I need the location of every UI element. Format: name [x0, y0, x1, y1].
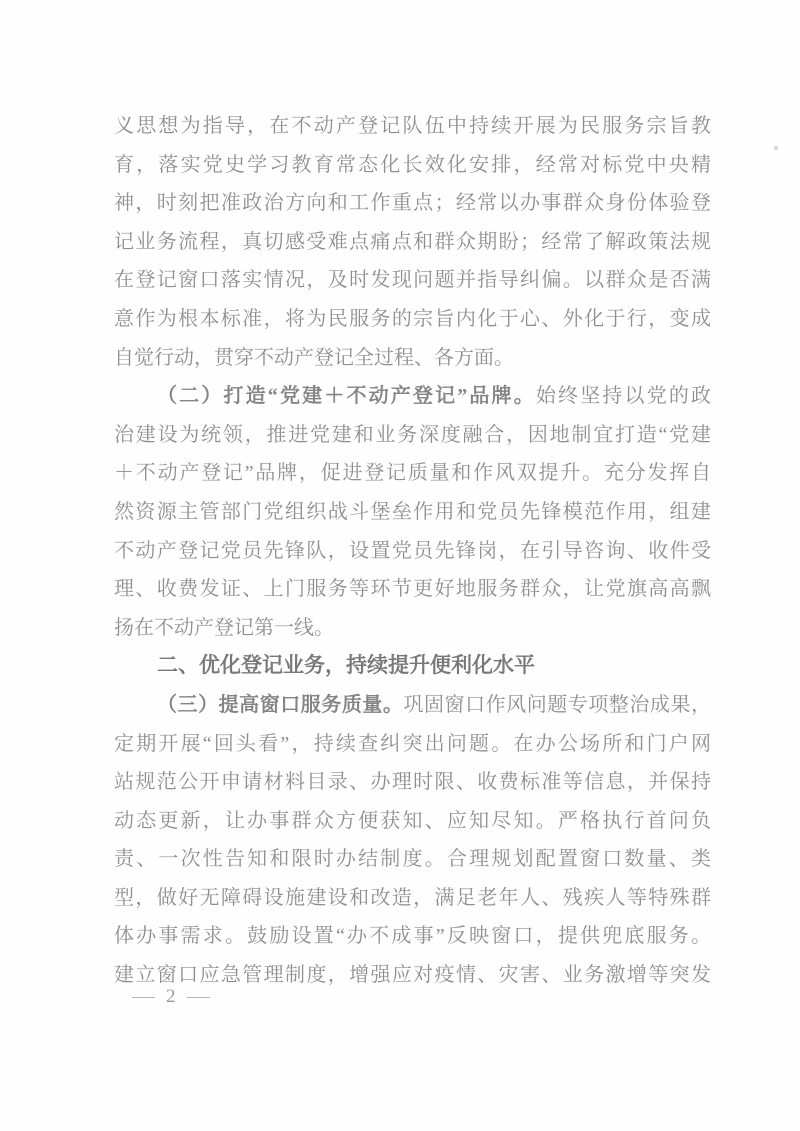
text-segment: 二、优化登记业务，持续提升便利化水平 [157, 654, 535, 678]
paragraph-lead: （二）打造“党建＋不动产登记”品牌。 [157, 385, 536, 408]
document-body [114, 107, 711, 995]
section-heading [114, 647, 711, 686]
text-segment: 治建设为统领，推进党建和业务深度融合，因地制宜打造“党建 [114, 423, 711, 446]
text-line [114, 493, 711, 532]
text-segment: 责、一次性告知和限时办结制度。合理规划配置窗口数量、类 [114, 848, 711, 871]
text-line [114, 107, 711, 146]
text-segment: 扬在不动产登记第一线。 [114, 616, 334, 639]
page-number-dash-left: — [132, 986, 155, 1007]
paragraph-lead: （三）提高窗口服务质量。 [157, 693, 404, 716]
text-line [114, 686, 711, 725]
text-segment: 义思想为指导，在不动产登记队伍中持续开展为民服务宗旨教 [114, 115, 711, 137]
text-segment: 自觉行动，贯穿不动产登记全过程、各方面。 [114, 346, 514, 369]
text-line [114, 223, 711, 262]
text-segment: 型，做好无障碍设施建设和改造，满足老年人、残疾人等特殊群 [114, 886, 711, 909]
text-line [114, 454, 711, 493]
text-line [114, 300, 711, 339]
text-segment: 理、收费发证、上门服务等环节更好地服务群众，让党旗高高飘 [114, 578, 711, 601]
text-segment: 建立窗口应急管理制度，增强应对疫情、灾害、业务激增等突发 [114, 964, 711, 987]
text-segment: 巩固窗口作风问题专项整治成果， [403, 693, 711, 716]
page-number-value: 2 [166, 986, 176, 1007]
text-line [114, 609, 711, 648]
text-line [114, 763, 711, 802]
text-line [114, 416, 711, 455]
text-segment: 记业务流程，真切感受难点痛点和群众期盼；经常了解政策法规 [114, 230, 711, 253]
text-line [114, 840, 711, 879]
text-segment: 神，时刻把准政治方向和工作重点；经常以办事群众身份体验登 [114, 192, 711, 215]
text-line [114, 184, 711, 223]
text-segment: ＋不动产登记”品牌，促进登记质量和作风双提升。充分发挥自 [114, 462, 711, 485]
text-line [114, 146, 711, 185]
text-segment: 站规范公开申请材料目录、办理时限、收费标准等信息，并保持 [114, 771, 711, 794]
text-segment: 不动产登记党员先锋队，设置党员先锋岗，在引导咨询、收件受 [114, 539, 711, 562]
text-line [114, 261, 711, 300]
text-line [114, 339, 711, 378]
text-segment: 育，落实党史学习教育常态化长效化安排，经常对标党中央精 [114, 153, 711, 176]
scan-artifact-dot [774, 146, 778, 150]
text-segment: 意作为根本标准，将为民服务的宗旨内化于心、外化于行，变成 [114, 307, 711, 330]
text-segment: 动态更新，让办事群众方便获知、应知尽知。严格执行首问负 [114, 809, 711, 832]
page-number [134, 986, 208, 1008]
text-segment: 体办事需求。鼓励设置“办不成事”反映窗口，提供兜底服务。 [114, 925, 711, 948]
text-segment: 始终坚持以党的政 [535, 385, 711, 408]
text-line [114, 377, 711, 416]
text-segment: 在登记窗口落实情况，及时发现问题并指导纠偏。以群众是否满 [114, 269, 711, 292]
text-line [114, 879, 711, 918]
text-line [114, 802, 711, 841]
text-line [114, 532, 711, 571]
text-segment: 然资源主管部门党组织战斗堡垒作用和党员先锋模范作用，组建 [114, 500, 711, 523]
text-line [114, 570, 711, 609]
text-line [114, 725, 711, 764]
text-segment: 定期开展“回头看”，持续查纠突出问题。在办公场所和门户网 [114, 732, 711, 755]
text-line [114, 917, 711, 956]
page-number-dash-right: — [186, 986, 210, 1007]
